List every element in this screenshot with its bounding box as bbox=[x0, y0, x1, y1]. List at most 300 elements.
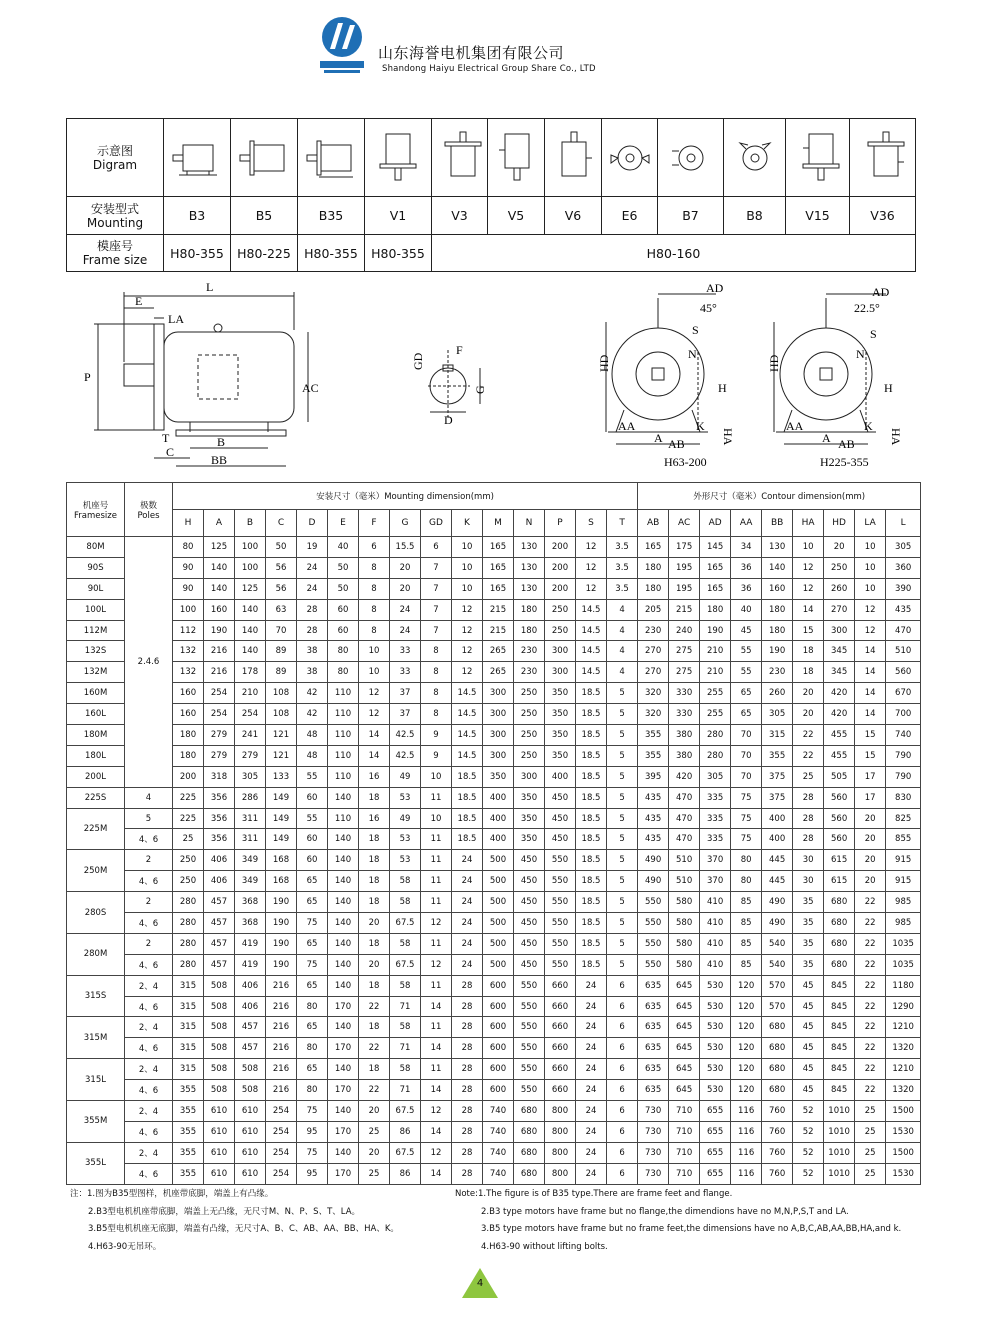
mount-type: B35 bbox=[298, 197, 365, 235]
cell-la: 10 bbox=[855, 557, 886, 578]
cell-n: 450 bbox=[514, 954, 545, 975]
cell-a: 457 bbox=[204, 954, 235, 975]
label: GD bbox=[411, 352, 425, 370]
cell-gd: 14 bbox=[421, 1121, 452, 1142]
cell-aa: 116 bbox=[731, 1142, 762, 1163]
cell-n: 450 bbox=[514, 850, 545, 871]
cell-ad: 530 bbox=[700, 1080, 731, 1101]
cell-k: 28 bbox=[452, 1101, 483, 1122]
cell-ha: 15 bbox=[793, 620, 824, 641]
cell-n: 680 bbox=[514, 1142, 545, 1163]
frame-size-cell: 132S bbox=[67, 641, 125, 662]
cell-c: 89 bbox=[266, 662, 297, 683]
cell-hd: 455 bbox=[824, 745, 855, 766]
cell-ad: 410 bbox=[700, 892, 731, 913]
cell-n: 680 bbox=[514, 1121, 545, 1142]
cell-b: 457 bbox=[235, 1038, 266, 1059]
cell-aa: 36 bbox=[731, 578, 762, 599]
cell-f: 18 bbox=[359, 787, 390, 808]
cell-d: 75 bbox=[297, 1101, 328, 1122]
poles-cell: 2、4 bbox=[125, 1101, 173, 1122]
cell-ab: 635 bbox=[638, 1017, 669, 1038]
cell-s: 18.5 bbox=[576, 725, 607, 746]
cell-ha: 30 bbox=[793, 871, 824, 892]
cell-e: 140 bbox=[328, 913, 359, 934]
cell-c: 254 bbox=[266, 1121, 297, 1142]
cell-ha: 52 bbox=[793, 1163, 824, 1184]
label: F bbox=[456, 343, 463, 357]
cell-g: 24 bbox=[390, 599, 421, 620]
cell-d: 80 bbox=[297, 996, 328, 1017]
cell-m: 400 bbox=[483, 829, 514, 850]
diagram-v15 bbox=[786, 119, 850, 197]
cell-hd: 345 bbox=[824, 641, 855, 662]
table-row bbox=[67, 1121, 921, 1142]
frame-size-cell: 315L bbox=[67, 1059, 125, 1101]
cell-c: 149 bbox=[266, 829, 297, 850]
cell-h: 315 bbox=[173, 1017, 204, 1038]
label: AA bbox=[786, 419, 804, 433]
cell-p: 350 bbox=[545, 745, 576, 766]
cell-n: 250 bbox=[514, 704, 545, 725]
cell-p: 800 bbox=[545, 1163, 576, 1184]
mounting-row-label: 安装型式 Mounting bbox=[67, 197, 164, 235]
cell-m: 300 bbox=[483, 704, 514, 725]
cell-k: 12 bbox=[452, 641, 483, 662]
cell-t: 6 bbox=[607, 1059, 638, 1080]
cell-n: 250 bbox=[514, 745, 545, 766]
cell-gd: 14 bbox=[421, 1038, 452, 1059]
cell-p: 300 bbox=[545, 641, 576, 662]
cell-k: 24 bbox=[452, 871, 483, 892]
frame-size-cell: 180M bbox=[67, 725, 125, 746]
cell-c: 254 bbox=[266, 1101, 297, 1122]
page-number: 4 bbox=[476, 1278, 484, 1289]
cell-t: 5 bbox=[607, 850, 638, 871]
cell-k: 18.5 bbox=[452, 766, 483, 787]
cell-g: 86 bbox=[390, 1163, 421, 1184]
cell-ab: 550 bbox=[638, 913, 669, 934]
note-line: 4.H63-90 without lifting bolts. bbox=[481, 1241, 608, 1252]
col-head-ab: AB bbox=[638, 510, 669, 537]
cell-e: 60 bbox=[328, 599, 359, 620]
cell-c: 216 bbox=[266, 1038, 297, 1059]
cell-p: 660 bbox=[545, 975, 576, 996]
cell-s: 24 bbox=[576, 1059, 607, 1080]
cell-ac: 710 bbox=[669, 1142, 700, 1163]
cell-l: 915 bbox=[886, 871, 921, 892]
cell-l: 670 bbox=[886, 683, 921, 704]
cell-g: 37 bbox=[390, 704, 421, 725]
cell-d: 95 bbox=[297, 1163, 328, 1184]
cell-hd: 560 bbox=[824, 808, 855, 829]
cell-d: 60 bbox=[297, 829, 328, 850]
cell-gd: 7 bbox=[421, 620, 452, 641]
col-head-k: K bbox=[452, 510, 483, 537]
cell-t: 5 bbox=[607, 892, 638, 913]
cell-f: 20 bbox=[359, 1101, 390, 1122]
cell-ad: 370 bbox=[700, 850, 731, 871]
cell-la: 25 bbox=[855, 1142, 886, 1163]
cell-f: 16 bbox=[359, 808, 390, 829]
cell-c: 70 bbox=[266, 620, 297, 641]
cell-ab: 270 bbox=[638, 662, 669, 683]
cell-f: 6 bbox=[359, 537, 390, 558]
cell-f: 14 bbox=[359, 745, 390, 766]
cell-f: 18 bbox=[359, 850, 390, 871]
cell-ha: 52 bbox=[793, 1101, 824, 1122]
cell-gd: 8 bbox=[421, 641, 452, 662]
cell-d: 65 bbox=[297, 933, 328, 954]
cell-h: 355 bbox=[173, 1121, 204, 1142]
cell-ha: 45 bbox=[793, 1017, 824, 1038]
cell-b: 100 bbox=[235, 557, 266, 578]
cell-s: 24 bbox=[576, 1101, 607, 1122]
cell-m: 300 bbox=[483, 725, 514, 746]
cell-m: 265 bbox=[483, 662, 514, 683]
cell-hd: 345 bbox=[824, 662, 855, 683]
cell-bb: 355 bbox=[762, 745, 793, 766]
cell-ac: 215 bbox=[669, 599, 700, 620]
cell-a: 457 bbox=[204, 892, 235, 913]
cell-ac: 645 bbox=[669, 996, 700, 1017]
cell-ad: 410 bbox=[700, 933, 731, 954]
cell-p: 660 bbox=[545, 1038, 576, 1059]
cell-aa: 70 bbox=[731, 766, 762, 787]
cell-b: 419 bbox=[235, 933, 266, 954]
cell-f: 18 bbox=[359, 1017, 390, 1038]
cell-gd: 12 bbox=[421, 1142, 452, 1163]
cell-s: 18.5 bbox=[576, 683, 607, 704]
table-row bbox=[67, 975, 921, 996]
cell-hd: 560 bbox=[824, 829, 855, 850]
cell-ad: 335 bbox=[700, 787, 731, 808]
cell-bb: 760 bbox=[762, 1101, 793, 1122]
cell-f: 25 bbox=[359, 1163, 390, 1184]
cell-ha: 22 bbox=[793, 745, 824, 766]
frame-range: H80-355 bbox=[298, 235, 365, 272]
diagram-b3 bbox=[164, 119, 231, 197]
col-head-hd: HD bbox=[824, 510, 855, 537]
label: S bbox=[870, 327, 877, 341]
cell-e: 60 bbox=[328, 620, 359, 641]
label: AA bbox=[618, 419, 636, 433]
diagram-v5 bbox=[488, 119, 545, 197]
cell-a: 356 bbox=[204, 808, 235, 829]
cell-a: 457 bbox=[204, 913, 235, 934]
cell-e: 110 bbox=[328, 766, 359, 787]
cell-aa: 40 bbox=[731, 599, 762, 620]
cell-t: 5 bbox=[607, 913, 638, 934]
poles-cell: 2、4 bbox=[125, 975, 173, 996]
cell-h: 90 bbox=[173, 578, 204, 599]
cell-a: 610 bbox=[204, 1163, 235, 1184]
col-head-poles: 极数 Poles bbox=[125, 483, 173, 537]
cell-t: 6 bbox=[607, 1163, 638, 1184]
mount-type: B7 bbox=[658, 197, 724, 235]
cell-p: 550 bbox=[545, 913, 576, 934]
frame-range: H80-225 bbox=[231, 235, 298, 272]
cell-ab: 435 bbox=[638, 808, 669, 829]
cell-ab: 550 bbox=[638, 892, 669, 913]
label: BB bbox=[211, 453, 228, 467]
cell-a: 406 bbox=[204, 871, 235, 892]
cell-f: 20 bbox=[359, 913, 390, 934]
cell-gd: 9 bbox=[421, 745, 452, 766]
cell-p: 250 bbox=[545, 620, 576, 641]
cell-f: 22 bbox=[359, 1080, 390, 1101]
cell-h: 280 bbox=[173, 954, 204, 975]
cell-e: 110 bbox=[328, 725, 359, 746]
cell-m: 500 bbox=[483, 850, 514, 871]
cell-e: 40 bbox=[328, 537, 359, 558]
cell-l: 1320 bbox=[886, 1038, 921, 1059]
label: H bbox=[884, 381, 893, 395]
cell-m: 215 bbox=[483, 599, 514, 620]
poles-cell: 4 bbox=[125, 787, 173, 808]
cell-l: 1500 bbox=[886, 1101, 921, 1122]
mount-type: V5 bbox=[488, 197, 545, 235]
cell-m: 740 bbox=[483, 1142, 514, 1163]
caption: H63-200 bbox=[664, 455, 707, 469]
frame-size-cell: 100L bbox=[67, 599, 125, 620]
cell-m: 600 bbox=[483, 1038, 514, 1059]
cell-ha: 28 bbox=[793, 829, 824, 850]
cell-m: 165 bbox=[483, 537, 514, 558]
cell-la: 17 bbox=[855, 766, 886, 787]
cell-gd: 11 bbox=[421, 871, 452, 892]
table-row bbox=[67, 808, 921, 829]
frame-size-cell: 315S bbox=[67, 975, 125, 1017]
cell-ac: 470 bbox=[669, 829, 700, 850]
diagram-v36 bbox=[850, 119, 916, 197]
cell-c: 216 bbox=[266, 975, 297, 996]
cell-e: 110 bbox=[328, 704, 359, 725]
cell-la: 25 bbox=[855, 1163, 886, 1184]
cell-n: 230 bbox=[514, 641, 545, 662]
front-view-drawing-small bbox=[588, 282, 748, 472]
cell-b: 100 bbox=[235, 537, 266, 558]
cell-b: 305 bbox=[235, 766, 266, 787]
cell-ab: 395 bbox=[638, 766, 669, 787]
shaft-section-drawing bbox=[410, 340, 500, 425]
cell-hd: 250 bbox=[824, 557, 855, 578]
cell-ha: 18 bbox=[793, 641, 824, 662]
cell-gd: 7 bbox=[421, 578, 452, 599]
cell-n: 550 bbox=[514, 1080, 545, 1101]
cell-f: 8 bbox=[359, 578, 390, 599]
col-head-bb: BB bbox=[762, 510, 793, 537]
cell-a: 254 bbox=[204, 683, 235, 704]
cell-h: 280 bbox=[173, 933, 204, 954]
cell-c: 50 bbox=[266, 537, 297, 558]
cell-s: 24 bbox=[576, 1038, 607, 1059]
frame-size-cell: 90S bbox=[67, 557, 125, 578]
col-head-ad: AD bbox=[700, 510, 731, 537]
cell-h: 180 bbox=[173, 745, 204, 766]
label: L bbox=[206, 280, 214, 294]
cell-ac: 710 bbox=[669, 1121, 700, 1142]
cell-g: 58 bbox=[390, 1017, 421, 1038]
cell-bb: 130 bbox=[762, 537, 793, 558]
cell-s: 14.5 bbox=[576, 620, 607, 641]
cell-l: 1530 bbox=[886, 1121, 921, 1142]
cell-t: 4 bbox=[607, 662, 638, 683]
cell-ac: 470 bbox=[669, 808, 700, 829]
front-view-drawing-large bbox=[760, 282, 920, 472]
cell-c: 56 bbox=[266, 557, 297, 578]
cell-gd: 10 bbox=[421, 766, 452, 787]
col-head-aa: AA bbox=[731, 510, 762, 537]
cell-ad: 190 bbox=[700, 620, 731, 641]
label: AB bbox=[838, 437, 855, 451]
table-row bbox=[67, 683, 921, 704]
cell-d: 75 bbox=[297, 913, 328, 934]
col-head-h: H bbox=[173, 510, 204, 537]
cell-la: 12 bbox=[855, 620, 886, 641]
cell-p: 200 bbox=[545, 557, 576, 578]
cell-d: 24 bbox=[297, 578, 328, 599]
cell-b: 457 bbox=[235, 1017, 266, 1038]
cell-p: 550 bbox=[545, 892, 576, 913]
poles-cell: 2、4 bbox=[125, 1017, 173, 1038]
frame-size-cell: 355M bbox=[67, 1101, 125, 1143]
cell-hd: 845 bbox=[824, 1080, 855, 1101]
label: HA bbox=[889, 428, 903, 446]
cell-d: 55 bbox=[297, 808, 328, 829]
frame-size-cell: 112M bbox=[67, 620, 125, 641]
cell-s: 24 bbox=[576, 1121, 607, 1142]
cell-ad: 280 bbox=[700, 725, 731, 746]
cell-n: 550 bbox=[514, 975, 545, 996]
cell-k: 28 bbox=[452, 1163, 483, 1184]
cell-la: 22 bbox=[855, 1080, 886, 1101]
cell-bb: 180 bbox=[762, 620, 793, 641]
cell-n: 680 bbox=[514, 1163, 545, 1184]
cell-a: 279 bbox=[204, 725, 235, 746]
cell-hd: 845 bbox=[824, 1017, 855, 1038]
table-row bbox=[67, 578, 921, 599]
cell-ab: 180 bbox=[638, 578, 669, 599]
cell-ab: 490 bbox=[638, 871, 669, 892]
cell-b: 210 bbox=[235, 683, 266, 704]
table-row bbox=[67, 1080, 921, 1101]
cell-l: 1290 bbox=[886, 996, 921, 1017]
cell-t: 3.5 bbox=[607, 557, 638, 578]
cell-ac: 470 bbox=[669, 787, 700, 808]
cell-m: 500 bbox=[483, 954, 514, 975]
cell-c: 168 bbox=[266, 871, 297, 892]
cell-s: 12 bbox=[576, 557, 607, 578]
cell-s: 18.5 bbox=[576, 766, 607, 787]
cell-la: 25 bbox=[855, 1101, 886, 1122]
diagram-v1 bbox=[365, 119, 432, 197]
cell-m: 740 bbox=[483, 1121, 514, 1142]
cell-ad: 655 bbox=[700, 1121, 731, 1142]
cell-f: 14 bbox=[359, 725, 390, 746]
cell-a: 508 bbox=[204, 1080, 235, 1101]
cell-k: 24 bbox=[452, 913, 483, 934]
diagram-b8 bbox=[724, 119, 786, 197]
cell-g: 24 bbox=[390, 620, 421, 641]
notes-english bbox=[455, 1186, 901, 1256]
cell-k: 12 bbox=[452, 662, 483, 683]
label: T bbox=[162, 431, 170, 445]
cell-t: 6 bbox=[607, 1038, 638, 1059]
cell-e: 170 bbox=[328, 1080, 359, 1101]
cell-k: 28 bbox=[452, 1142, 483, 1163]
cell-l: 1180 bbox=[886, 975, 921, 996]
cell-e: 170 bbox=[328, 1038, 359, 1059]
cell-gd: 11 bbox=[421, 850, 452, 871]
poles-cell: 4、6 bbox=[125, 954, 173, 975]
note-line: 2.B3 type motors have frame but no flange,the dimendions have no M,N,P,S,T and LA. bbox=[481, 1206, 849, 1217]
cell-c: 254 bbox=[266, 1142, 297, 1163]
cell-gd: 12 bbox=[421, 1101, 452, 1122]
cell-k: 14.5 bbox=[452, 725, 483, 746]
cell-k: 28 bbox=[452, 1080, 483, 1101]
cell-ac: 510 bbox=[669, 871, 700, 892]
cell-la: 22 bbox=[855, 913, 886, 934]
frame-size-cell: 225M bbox=[67, 808, 125, 850]
mount-type: B5 bbox=[231, 197, 298, 235]
diagram-v3 bbox=[432, 119, 488, 197]
table-row bbox=[67, 1142, 921, 1163]
poles-cell: 5 bbox=[125, 808, 173, 829]
cell-aa: 70 bbox=[731, 745, 762, 766]
cell-hd: 845 bbox=[824, 1059, 855, 1080]
cell-l: 1530 bbox=[886, 1163, 921, 1184]
cell-s: 14.5 bbox=[576, 662, 607, 683]
cell-k: 14.5 bbox=[452, 704, 483, 725]
cell-h: 280 bbox=[173, 913, 204, 934]
table-row bbox=[67, 913, 921, 934]
cell-t: 6 bbox=[607, 1142, 638, 1163]
cell-k: 24 bbox=[452, 933, 483, 954]
cell-t: 5 bbox=[607, 683, 638, 704]
cell-d: 42 bbox=[297, 683, 328, 704]
cell-gd: 11 bbox=[421, 829, 452, 850]
frame-size-cell: 315M bbox=[67, 1017, 125, 1059]
cell-gd: 11 bbox=[421, 1017, 452, 1038]
cell-l: 305 bbox=[886, 537, 921, 558]
cell-l: 740 bbox=[886, 725, 921, 746]
cell-bb: 315 bbox=[762, 725, 793, 746]
cell-t: 6 bbox=[607, 975, 638, 996]
cell-h: 355 bbox=[173, 1101, 204, 1122]
cell-bb: 445 bbox=[762, 850, 793, 871]
cell-aa: 80 bbox=[731, 871, 762, 892]
cell-ad: 165 bbox=[700, 578, 731, 599]
note-line: 注：1.图为B35型图样，机座带底脚，端盖上有凸缘。 bbox=[70, 1189, 274, 1199]
cell-h: 25 bbox=[173, 829, 204, 850]
col-head-framesize: 机座号 Framesize bbox=[67, 483, 125, 537]
cell-l: 1210 bbox=[886, 1059, 921, 1080]
cell-k: 24 bbox=[452, 954, 483, 975]
cell-la: 20 bbox=[855, 871, 886, 892]
cell-g: 42.5 bbox=[390, 745, 421, 766]
cell-f: 10 bbox=[359, 641, 390, 662]
mount-type: B3 bbox=[164, 197, 231, 235]
cell-ac: 710 bbox=[669, 1101, 700, 1122]
cell-e: 110 bbox=[328, 745, 359, 766]
cell-bb: 160 bbox=[762, 578, 793, 599]
cell-ha: 18 bbox=[793, 662, 824, 683]
cell-b: 178 bbox=[235, 662, 266, 683]
table-row bbox=[67, 850, 921, 871]
cell-n: 250 bbox=[514, 683, 545, 704]
cell-ha: 35 bbox=[793, 954, 824, 975]
